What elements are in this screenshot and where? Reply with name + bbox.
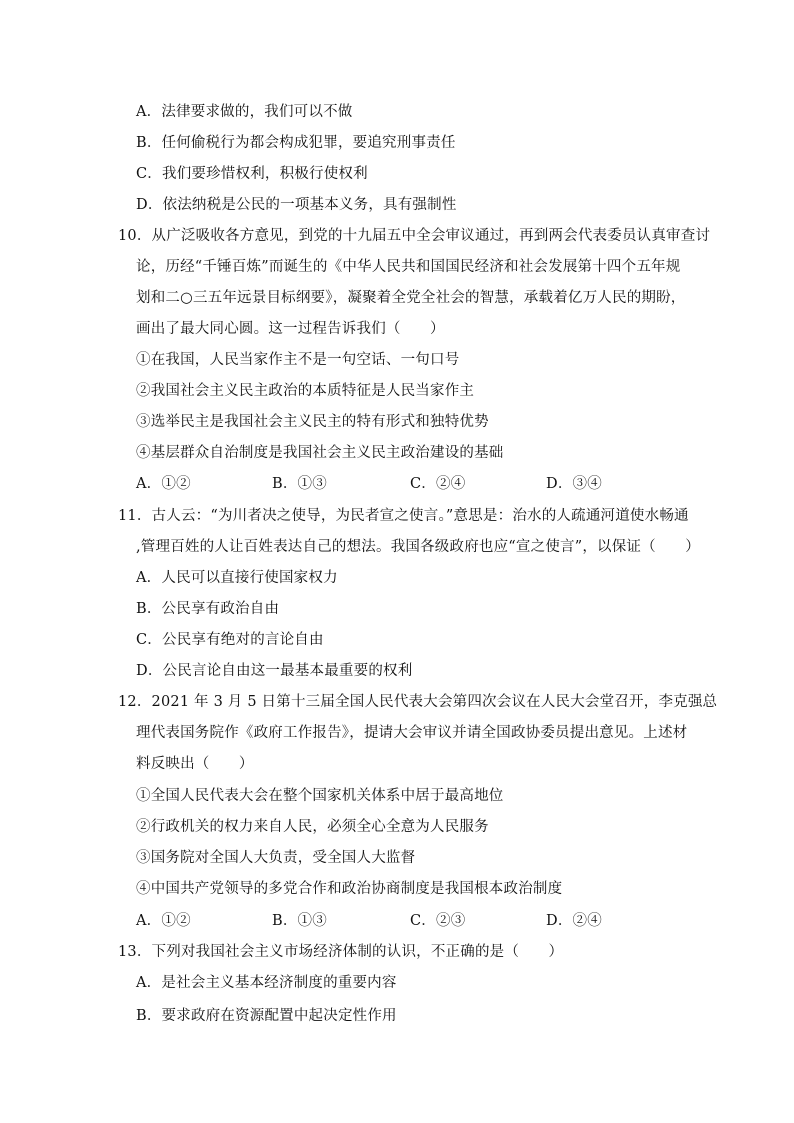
q12-stem-line-1: 12．2021 年 3 月 5 日第十三届全国人民代表大会第四次会议在人民大会堂召开，李克强总 — [118, 694, 718, 710]
q10-stem-line-4: 画出了最大同心圆。这一过程告诉我们（ ） — [136, 321, 445, 337]
q12-item-3: ③国务院对全国人大负责，受全国人大监督 — [136, 850, 416, 866]
q12-stem-line-2: 理代表国务院作《政府工作报告》，提请大会审议并请全国政协委员提出意见。上述材 — [136, 725, 688, 741]
q13-option-a: A．是社会主义基本经济制度的重要内容 — [136, 975, 397, 991]
q12-choice-b: B．①③ — [272, 913, 327, 929]
q9-option-b: B．任何偷税行为都会构成犯罪，要追究刑事责任 — [136, 135, 456, 151]
q10-item-4: ④基层群众自治制度是我国社会主义民主政治建设的基础 — [136, 445, 504, 461]
q10-choice-a: A．①② — [136, 476, 191, 492]
q12-choices — [0, 911, 794, 931]
q11-option-a: A．人民可以直接行使国家权力 — [136, 570, 338, 586]
q12-stem-line-3: 料反映出（ ） — [136, 756, 254, 772]
q12-item-4: ④中国共产党领导的多党合作和政治协商制度是我国根本政治制度 — [136, 881, 563, 897]
q13-stem-line-1: 13．下列对我国社会主义市场经济体制的认识，不正确的是（ ） — [118, 944, 564, 960]
q10-item-2: ②我国社会主义民主政治的本质特征是人民当家作主 — [136, 383, 475, 399]
q12-choice-d: D．②④ — [546, 913, 602, 929]
q12-choice-a: A．①② — [136, 913, 191, 929]
q10-stem-line-2: 论，历经“千锤百炼”而诞生的《中华人民共和国国民经济和社会发展第十四个五年规 — [136, 259, 681, 275]
q12-item-2: ②行政机关的权力来自人民，必须全心全意为人民服务 — [136, 819, 489, 835]
q10-choice-b: B．①③ — [272, 476, 327, 492]
q9-option-c: C．我们要珍惜权利，积极行使权利 — [136, 166, 368, 182]
q10-item-3: ③选举民主是我国社会主义民主的特有形式和独特优势 — [136, 414, 489, 430]
q11-option-c: C．公民享有绝对的言论自由 — [136, 632, 324, 648]
q12-item-1: ①全国人民代表大会在整个国家机关体系中居于最高地位 — [136, 788, 504, 804]
q11-stem-line-2: ,管理百姓的人让百姓表达自己的想法。我国各级政府也应“宣之使言”，以保证（ ） — [136, 539, 700, 555]
q10-stem-line-3: 划和二○三五年远景目标纲要》，凝聚着全党全社会的智慧，承载着亿万人民的期盼， — [136, 290, 686, 306]
q10-choices — [0, 474, 794, 494]
q10-stem-line-1: 10．从广泛吸收各方意见，到党的十九届五中全会审议通过，再到两会代表委员认真审查讨 — [118, 228, 711, 244]
q11-stem-line-1: 11．古人云：“为川者决之使导，为民者宣之使言。”意思是：治水的人疏通河道使水畅通 — [118, 508, 689, 524]
q11-option-d: D．公民言论自由这一最基本最重要的权利 — [136, 663, 413, 679]
q12-choice-c: C．②③ — [410, 913, 466, 929]
q10-choice-d: D．③④ — [546, 476, 602, 492]
q9-option-a: A．法律要求做的，我们可以不做 — [136, 104, 353, 120]
q13-option-b: B．要求政府在资源配置中起决定性作用 — [136, 1008, 397, 1024]
q9-option-d: D．依法纳税是公民的一项基本义务，具有强制性 — [136, 197, 457, 213]
q10-item-1: ①在我国，人民当家作主不是一句空话、一句口号 — [136, 352, 460, 368]
q11-option-b: B．公民享有政治自由 — [136, 601, 280, 617]
q10-choice-c: C．②④ — [410, 476, 466, 492]
